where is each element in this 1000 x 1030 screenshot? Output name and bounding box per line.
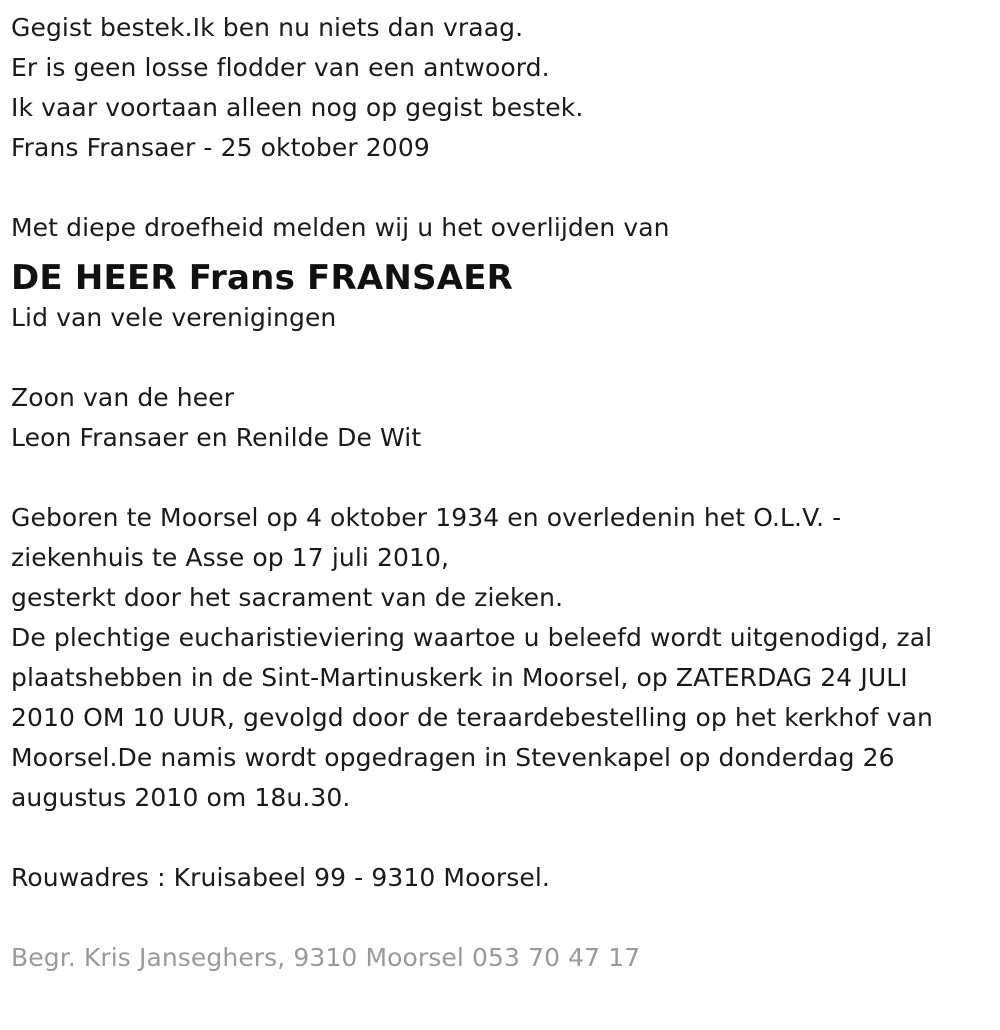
spacer [11,898,1000,938]
deceased-name: DE HEER Frans FRANSAER [11,258,514,298]
details-line: plaatshebben in de Sint-Martinuskerk in Moorsel, op ZATERDAG 24 JULI [11,663,908,692]
poem-line: Ik vaar voortaan alleen nog op gegist bestek. [11,93,584,122]
details-line: augustus 2010 om 18u.30. [11,783,351,812]
details-line: De plechtige eucharistieviering waartoe u beleefd wordt uitgenodigd, zal [11,623,933,652]
poem [11,8,1000,168]
mourning-address: Rouwadres : Kruisabeel 99 - 9310 Moorsel. [11,863,550,892]
poem-line: Gegist bestek.Ik ben nu niets dan vraag. [11,13,524,42]
funeral-director-footer: Begr. Kris Janseghers, 9310 Moorsel 053 70 47 17 [11,943,641,972]
parents-names: Leon Fransaer en Renilde De Wit [11,423,422,452]
details-line: gesterkt door het sacrament van de zieken. [11,583,564,612]
announcement-text: Met diepe droefheid melden wij u het overlijden van [11,213,670,242]
details-line: 2010 OM 10 UUR, gevolgd door de teraardebestelling op het kerkhof van [11,703,933,732]
parents-line: Zoon van de heer [11,383,235,412]
spacer [11,458,1000,498]
poem-line: Er is geen losse flodder van een antwoord. [11,53,550,82]
spacer [11,818,1000,858]
details-block [11,498,1000,818]
details-line: Moorsel.De namis wordt opgedragen in Stevenkapel op donderdag 26 [11,743,895,772]
details-line: ziekenhuis te Asse op 17 juli 2010, [11,543,450,572]
deceased-subtitle: Lid van vele verenigingen [11,303,337,332]
poem-attribution: Frans Fransaer - 25 oktober 2009 [11,133,430,162]
spacer [11,168,1000,208]
spacer [11,338,1000,378]
details-line: Geboren te Moorsel op 4 oktober 1934 en overledenin het O.L.V. - [11,503,842,532]
parents-block [11,378,1000,458]
